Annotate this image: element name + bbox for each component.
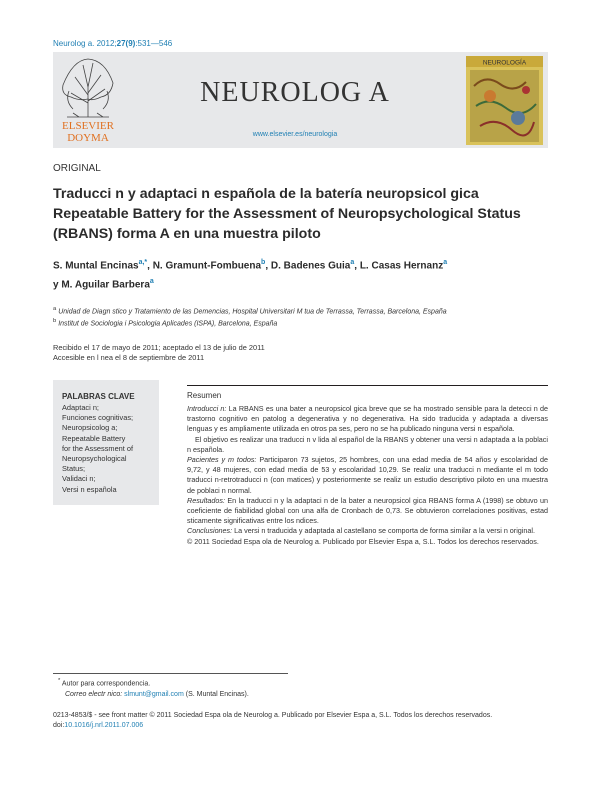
citation-journal: Neurolog a. [53,39,95,48]
logo-text-doyma: DOYMA [67,132,109,143]
article-title: Traducci n y adaptaci n española de la batería neuropsicol gica Repeatable Battery for the Assessment of Neuropsychological Status (RBANS) forma A en una muestra piloto [53,186,521,242]
keyword-item: Validaci n; [62,474,96,484]
author-5: y M. Aguilar Barbera [53,279,150,291]
author-list: S. Muntal Encinas$^{a,*}$, N. Gramunt-Fombuena$^b$, D. Badenes Guia$^a$, L. Casas Hernanz$^a$ y M. Aguilar Barbera$^a$ [53,259,448,291]
author-1: S. Muntal Encinas [53,260,139,272]
keywords-heading: PALABRAS CLAVE [62,392,135,401]
author-4-sup[interactable]: a [443,259,448,266]
keyword-item: Neuropsychological [62,454,127,464]
abstract-intro: Introducci n: La RBANS es una bater a neuropsicol gica breve que se ha mostrado sensible para la detecci n de trastorno cognitivo en patolog a degenerativa y no degenerativa. Ha sido traducida y adaptada a diversas lenguas y es ampliamente utilizada en otros pa ses, pero no se ha publicado ninguna versi n española. [187,404,548,434]
keyword-item: Status; [62,464,86,474]
section-label: ORIGINAL [53,163,101,174]
author-3-sup[interactable]: a [350,259,355,266]
footnote-divider [53,673,288,674]
journal-url[interactable]: www.elsevier.es/neurologia [252,131,338,138]
author-3: D. Badenes Guia [270,260,351,272]
abstract-heading: Resumen [187,391,222,400]
abstract-conclusions: Conclusiones: La versi n traducida y adaptada al castellano se comporta de forma similar a la versi n original. [187,526,535,536]
email-link[interactable]: slmunt@gmail.com [124,690,184,698]
front-matter-notice: 0213-4853/$ - see front matter © 2011 Sociedad Espa ola de Neurolog a. Publicado por Elsevier Espa a, S.L. Todos los derechos reservados. doi:10.1016/j.nrl.2011.07.006 [53,711,553,731]
received-date: Recibido el 17 de mayo de 2011; aceptado el 13 de julio de 2011 [53,343,265,352]
keyword-item: Adaptaci n; [62,403,99,412]
cover-title: NEUROLOGÍA [482,59,527,67]
abstract-divider [187,385,548,386]
citation-year: 2012; [96,39,117,48]
citation-volume: 27 [116,39,126,48]
author-5-sup[interactable]: a [149,278,154,286]
affiliation-b: $^b$ Institut de Sociologia i Psicologia Aplicades (ISPA), Barcelona, España [53,318,278,328]
abstract-objective: El objetivo es realizar una traducci n v lida al español de la RBANS y obtener una versi n adaptada a la poblaci n española. [187,434,548,454]
affiliation-a: $^a$ Unidad de Diagn stico y Tratamiento de las Demencias, Hospital Universitari M tua de Terrassa, Terrassa, Barcelona, España [53,306,447,316]
keyword-item: Versi n española [62,484,117,494]
author-2: N. Gramunt-Fombuena [152,260,262,272]
journal-cover-image [466,56,543,145]
author-1-sup[interactable]: a,* [138,259,148,266]
journal-title: NEUROLOG A [200,77,390,108]
logo-text-elsevier: ELSEVIER [62,120,114,132]
keyword-item: Neuropsicolog a; [62,423,118,433]
doi-link[interactable]: 10.1016/j.nrl.2011.07.006 [64,722,144,729]
keyword-item: Repeatable Battery [62,433,126,443]
online-date: Accesible en l nea el 8 de septiembre de 2011 [53,353,205,362]
article-dates [53,343,265,363]
citation-pages: :531—546 [135,39,173,48]
elsevier-logo [53,55,123,143]
abstract-copyright: © 2011 Sociedad Espa ola de Neurolog a. Publicado por Elsevier Espa a, S.L. Todos los derechos reservados. [187,536,539,546]
keywords-list [62,403,157,495]
abstract-methods: Pacientes y m todos: Participaron 73 sujetos, 25 hombres, con una edad media de 54 años y escolaridad de 9,72, y 48 mujeres, con edad media de 53 y escolaridad 10,29. Se realiz una traducci n mediante el m todo traducci n-retrotraducci n (con matices) y posteriormente se realiz un estudio descriptivo piloto en una muestra de poblaci n normal. [187,455,548,495]
author-4: L. Casas Hernanz [359,260,444,272]
issn-copyright: 0213-4853/$ - see front matter © 2011 Sociedad Espa ola de Neurolog a. Publicado por Elsevier Espa a, S.L. Todos los derechos reservados. [53,712,493,719]
keyword-item: Funciones cognitivas; [62,413,134,423]
citation-issue: (9) [125,39,136,48]
abstract-body [187,404,548,547]
correspondence-footnote: * Autor para correspondencia. Correo electr nico: slmunt@gmail.com (S. Muntal Encinas). [58,678,249,698]
citation-line [53,39,172,48]
abstract-results: Resultados: En la traducci n y la adaptaci n de la bater a neuropsicol gica RBANS forma A (1998) se obtuvo un coeficiente de fiabilidad global con una alfa de Cronbach de 0,73. Se obtuvieron correlaciones positivas, estad sticamente significativas entre los ndices. [187,495,548,526]
keyword-item: for the Assessment of [62,443,134,453]
author-2-sup[interactable]: b [261,259,266,266]
